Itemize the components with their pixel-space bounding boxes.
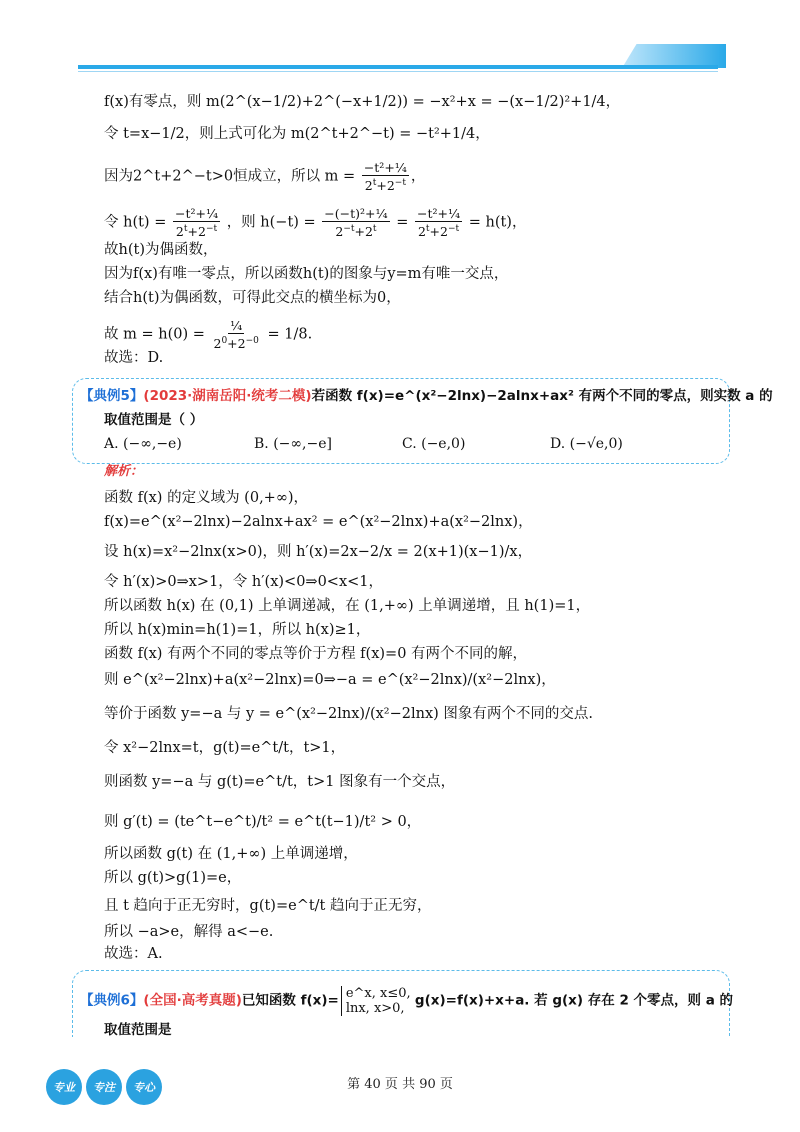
example5-source: (2023·湖南岳阳·统考二模) [143,388,312,404]
sol4-line-4: 令 h(t) = $\frac{\text{−t²+¼}}{2^t+2^{-t}}$ ，则 h(−t) = $\frac{\text{−(−t)²+¼}}{2^{-t}+2^t}$ = $\frac{\text{−t²+¼}}{2^t+2^{-t}}$ = h(t)， [104,206,527,240]
sol5-line-11: 则函数 y=−a 与 g(t)=e^t/t，t>1 图象有一个交点， [104,774,456,790]
fraction: $\frac{\text{−t²+¼}}{2^t+2^{-t}}$ [174,206,219,240]
badge-zhuanye: 专业 [46,1069,82,1105]
example6-question-line2 [104,1020,172,1040]
sol4-line-6: 因为f(x)有唯一零点，所以函数h(t)的图象与y=m有唯一交点， [104,266,509,282]
example5-question-text: 若函数 f(x)=e^(x²−2lnx)−2alnx+ax² 有两个不同的零点，则实数 a 的 [311,388,773,404]
example5-question [80,386,773,406]
example6-question-a: 已知函数 f(x)= [241,992,339,1009]
piecewise-case-2: lnx, x>0, [345,1001,405,1016]
sol5-answer: 故选：A. [104,946,163,962]
sol5-line-5: 所以函数 h(x) 在 (0,1) 上单调递减，在 (1,+∞) 上单调递增，且 h(1)=1， [104,598,591,614]
piecewise-brace [341,986,411,1016]
sol5-line-8: 则 e^(x²−2lnx)+a(x²−2lnx)=0⇒−a = e^(x²−2lnx)/(x²−2lnx)， [104,672,556,688]
header-rule [78,65,718,69]
option-d[interactable]: D. (−√e,0) [550,436,623,452]
example6-source: (全国·高考真题) [143,992,242,1009]
example5-question-line2 [104,410,203,430]
solution5-title: 解析： [104,464,144,479]
example6-tag: 【典例6】 [80,992,144,1009]
fraction: $\frac{\text{−(−t)²+¼}}{2^{-t}+2^t}$ [324,206,388,240]
fraction: $\frac{\text{−t²+¼}}{2^t+2^{-t}}$ [363,160,407,194]
sol5-line-15: 且 t 趋向于正无穷时，g(t)=e^t/t 趋向于正无穷， [104,898,432,914]
example6-question-line2-text: 取值范围是 [104,1022,172,1038]
sol4-line-3: 因为2^t+2^−t>0恒成立，所以 m = $\frac{\text{−t²+¼}}{2^t+2^{-t}}$ ， [104,160,426,194]
sol4-line-7: 结合h(t)为偶函数，可得此交点的横坐标为0， [104,290,401,306]
option-a[interactable]: A. (−∞,−e) [104,436,182,452]
example6-question-b: g(x)=f(x)+x+a. 若 g(x) 存在 2 个零点，则 a 的 [414,992,734,1009]
sol5-line-7: 函数 f(x) 有两个不同的零点等价于方程 f(x)=0 有两个不同的解， [104,646,528,662]
sol5-line-3: 设 h(x)=x²−2lnx(x>0)，则 h′(x)=2x−2/x = 2(x+1)(x−1)/x， [104,544,533,560]
sol4-line-8-b: = 1/8. [267,326,313,343]
sol4-line-4-c: = h(t)， [468,214,527,231]
badge-zhuanzhu: 专注 [86,1069,122,1105]
sol5-line-4: 令 h′(x)>0⇒x>1，令 h′(x)<0⇒0<x<1， [104,574,383,590]
sol4-line-8 [104,318,312,351]
sol5-line-13: 所以函数 g(t) 在 (1,+∞) 上单调递增， [104,846,358,862]
sol4-line-1: f(x)有零点，则 m(2^(x−1/2)+2^(−x+1/2)) = −x²+x = −(x−1/2)²+1/4， [104,94,621,110]
sol4-line-4-b: ，则 h(−t) = [226,214,316,231]
sol4-line-5: 故h(t)为偶函数， [104,242,218,258]
sol5-line-6: 所以 h(x)min=h(1)=1，所以 h(x)≥1， [104,622,371,638]
sol5-line-12: 则 g′(t) = (te^t−e^t)/t² = e^t(t−1)/t² > 0， [104,814,422,830]
fraction: $\frac{\text{¼}}{2^0+2^{-0}}$ [213,318,259,352]
sol5-line-10: 令 x²−2lnx=t，g(t)=e^t/t，t>1， [104,740,346,756]
fraction: $\frac{\text{−t²+¼}}{2^t+2^{-t}}$ [417,206,461,240]
sol4-line-4-a: 令 h(t) = [104,214,167,231]
sol4-line-8-a: 故 m = h(0) = [104,326,205,343]
option-b[interactable]: B. (−∞,−e] [254,436,332,452]
page-number: 第 40 页 共 90 页 [347,1077,453,1092]
example6-question [80,986,733,1016]
sol5-line-14: 所以 g(t)>g(1)=e， [104,870,242,886]
sol5-line-1: 函数 f(x) 的定义域为 (0,+∞)， [104,490,309,506]
sol5-line-9: 等价于函数 y=−a 与 y = e^(x²−2lnx)/(x²−2lnx) 图象有两个不同的交点. [104,706,594,722]
sol4-answer: 故选：D. [104,350,164,366]
piecewise-case-1: e^x, x≤0, [345,986,411,1001]
example5-tag: 【典例5】 [80,388,144,404]
sol4-line-2: 令 t=x−1/2，则上式可化为 m(2^t+2^−t) = −t²+1/4， [104,126,490,142]
badge-zhuanxin: 专心 [126,1069,162,1105]
sol5-line-2: f(x)=e^(x²−2lnx)−2alnx+ax² = e^(x²−2lnx)+a(x²−2lnx)， [104,514,533,530]
example5-question-line2-text: 取值范围是（ ） [104,412,204,428]
sol4-line-3-text: 因为2^t+2^−t>0恒成立，所以 m = [104,168,356,185]
header-rule-thin [78,71,718,72]
option-c[interactable]: C. (−e,0) [402,436,466,452]
sol5-line-16: 所以 −a>e，解得 a<−e. [104,924,274,940]
